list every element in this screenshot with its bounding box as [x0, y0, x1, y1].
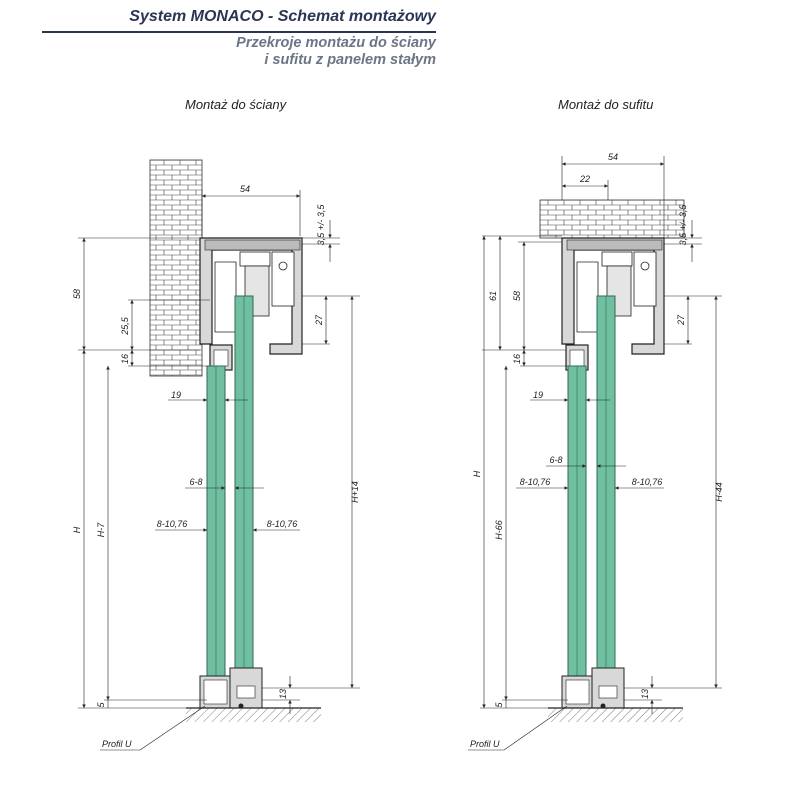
dim-ceiling-58: 58 — [512, 290, 522, 302]
dim-wall-6-8: 6-8 — [189, 477, 203, 487]
page-title: System MONACO - Schemat montażowy — [129, 8, 436, 25]
dim-ceiling-5: 5 — [494, 702, 504, 708]
dim-wall-13: 13 — [278, 688, 288, 700]
dim-wall-H+14: H+14 — [350, 481, 360, 503]
dim-ceiling-H-66: H-66 — [494, 520, 504, 540]
dim-wall-glass-right: 8-10,76 — [266, 519, 298, 529]
dim-wall-54: 54 — [239, 184, 251, 194]
ceiling-view-title: Montaż do sufitu — [558, 97, 654, 112]
dim-ceiling-glass-right: 8-10,76 — [631, 477, 663, 487]
dim-ceiling-54: 54 — [607, 152, 619, 162]
wall-view-floor — [186, 708, 321, 722]
wall-profil-u-label: Profil U — [102, 739, 132, 749]
dim-ceiling-61: 61 — [488, 290, 498, 302]
dim-ceiling-27: 27 — [676, 314, 686, 326]
dim-wall-5: 5 — [96, 702, 106, 708]
dim-ceiling-22: 22 — [579, 174, 591, 184]
subtitle-line-2: i sufitu z panelem stałym — [264, 52, 436, 68]
dim-ceiling-13: 13 — [640, 688, 650, 700]
dim-ceiling-16: 16 — [512, 353, 522, 365]
dim-ceiling-glass-left: 8-10,76 — [519, 477, 551, 487]
ceiling-view — [468, 152, 724, 750]
ceiling-profil-u-label: Profil U — [470, 739, 500, 749]
subtitle-line-1: Przekroje montażu do ściany — [236, 35, 436, 51]
ceiling-brick — [540, 200, 684, 238]
dim-wall-H-7: H-7 — [96, 522, 106, 538]
dim-ceiling-clearance: 3,5 +/- 3,5 — [678, 204, 688, 246]
dim-ceiling-6-8: 6-8 — [549, 455, 563, 465]
wall-view — [72, 160, 360, 750]
dim-wall-25-5: 25,5 — [120, 317, 130, 335]
dim-wall-16: 16 — [120, 353, 130, 365]
dim-wall-H: H — [72, 526, 82, 534]
wall-brick — [150, 160, 202, 376]
ceiling-view-floor — [548, 708, 683, 722]
dim-wall-58: 58 — [72, 288, 82, 300]
dim-ceiling-H: H — [472, 470, 482, 478]
dim-wall-19: 19 — [170, 390, 182, 400]
dim-ceiling-H-44: H-44 — [714, 482, 724, 502]
dim-wall-glass-left: 8-10,76 — [156, 519, 188, 529]
dim-ceiling-19: 19 — [532, 390, 544, 400]
dim-wall-27: 27 — [314, 314, 324, 326]
wall-view-title: Montaż do ściany — [185, 97, 287, 112]
dim-wall-clearance: 3,5 +/- 3,5 — [316, 204, 326, 246]
